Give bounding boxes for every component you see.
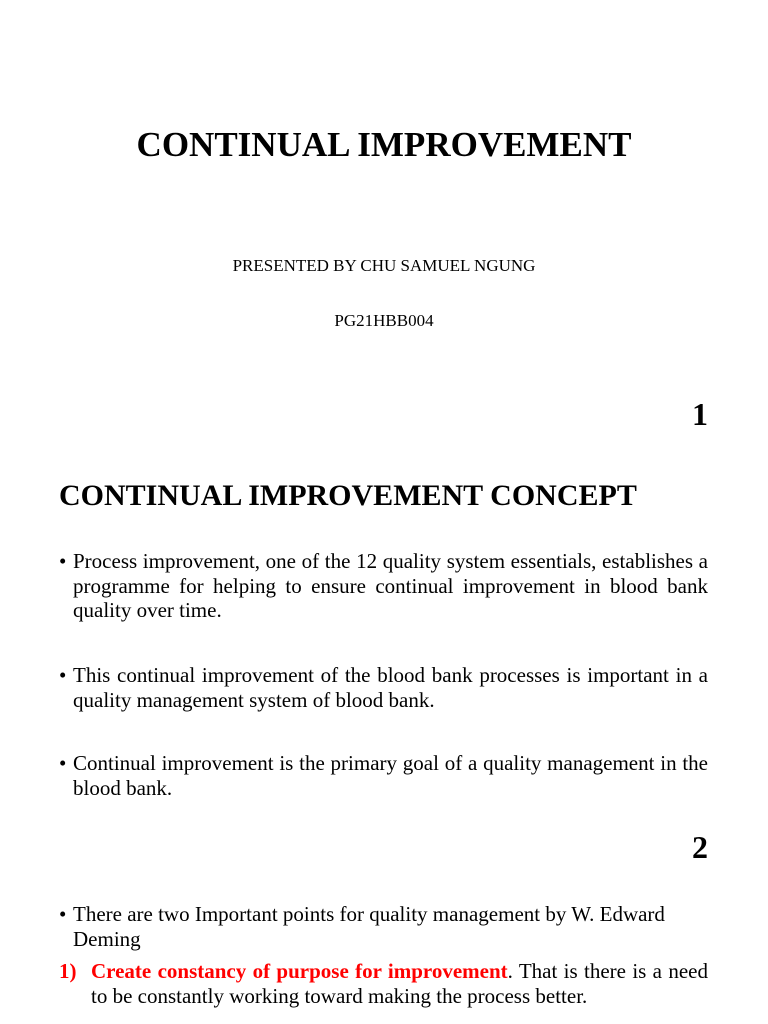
presenter-line: PRESENTED BY CHU SAMUEL NGUNG	[232, 256, 536, 275]
bullet-icon: •	[59, 751, 67, 775]
numbered-item-text	[91, 959, 708, 1009]
bullet-item	[59, 549, 708, 623]
bullet-icon: •	[59, 663, 67, 687]
bullet-icon: •	[59, 902, 67, 926]
slide-2-title: CONTINUAL IMPROVEMENT CONCEPT	[59, 479, 637, 512]
bullet-text: There are two Important points for quality management by W. Edward Deming	[73, 902, 665, 951]
slide-1-title: CONTINUAL IMPROVEMENT	[136, 125, 632, 164]
emphasis-text: Create constancy of purpose for improvement	[91, 959, 508, 983]
page-number-2: 2	[692, 829, 708, 865]
item-rest-text: . That is there is a need to be constantly working toward making the process better.	[91, 959, 708, 1008]
item-number: 1)	[59, 959, 77, 983]
bullet-item	[59, 751, 708, 800]
student-code: PG21HBB004	[334, 311, 434, 330]
bullet-item	[59, 663, 708, 712]
page-number-1: 1	[692, 396, 708, 432]
bullet-text: This continual improvement of the blood bank processes is important in a quality management system of blood bank.	[73, 663, 708, 712]
bullet-text: Process improvement, one of the 12 quality system essentials, establishes a programme for helping to ensure continual improvement in blood bank quality over time.	[73, 549, 708, 622]
numbered-item	[59, 959, 708, 1009]
bullet-icon: •	[59, 549, 67, 573]
bullet-item	[59, 902, 708, 951]
bullet-text: Continual improvement is the primary goal of a quality management in the blood bank.	[73, 751, 708, 800]
